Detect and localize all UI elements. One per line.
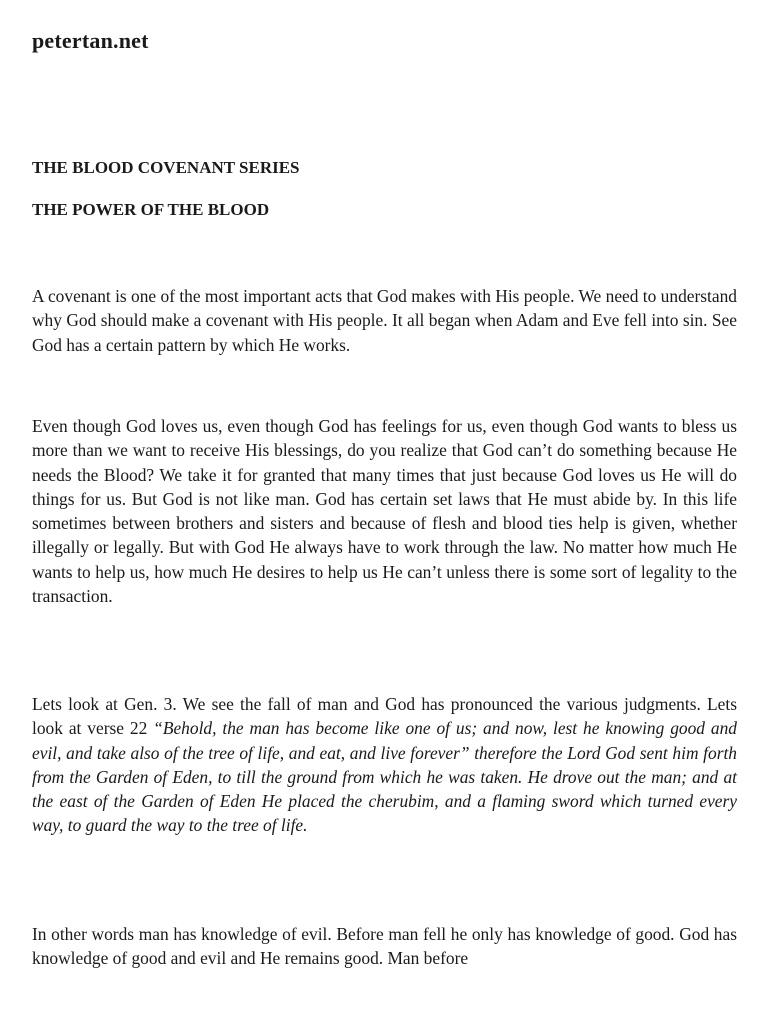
article-title: THE POWER OF THE BLOOD [32, 200, 270, 219]
series-title: THE BLOOD COVENANT SERIES [32, 158, 300, 177]
paragraph-god-needs-blood: Even though God loves us, even though God has feelings for us, even though God wants to bless us more than we want to receive His blessings, do you realize that God can’t do something because He needs the Blood? We take it for granted that many times that just because God loves us He will do things for us. But God is not like man. God has certain set laws that He must abide by. In this life sometimes between brothers and sisters and because of flesh and blood ties help is given, whether illegally or legally. But with God He always have to work through the law. No matter how much He wants to help us, how much He desires to help us He can’t unless there is some sort of legality to the transaction. [32, 416, 737, 607]
paragraph-knowledge-of-evil: In other words man has knowledge of evil. Before man fell he only has knowledge of good. God has knowledge of good and evil and He remains good. Man before [32, 924, 737, 969]
paragraph-genesis-3 [32, 692, 737, 838]
genesis-intro-text: Lets look at Gen. 3. We see the fall of man and God has pronounced the various judgments. Lets look at verse 22 [32, 694, 737, 739]
genesis-quote: “Behold, the man has become like one of us; and now, lest he knowing good and evil, and take also of the tree of life, and eat, and live forever” therefore the Lord God sent him forth from the Garden of Eden, to till the ground from which he was taken. He drove out the man; and at the east of the Garden of Eden He placed the cherubim, and a flaming sword which turned every way, to guard the way to the tree of life. [32, 718, 737, 836]
site-name: petertan.net [32, 28, 149, 53]
paragraph-covenant-intro: A covenant is one of the most important acts that God makes with His people. We need to understand why God should make a covenant with His people. It all began when Adam and Eve fell into sin. See God has a certain pattern by which He works. [32, 286, 737, 355]
